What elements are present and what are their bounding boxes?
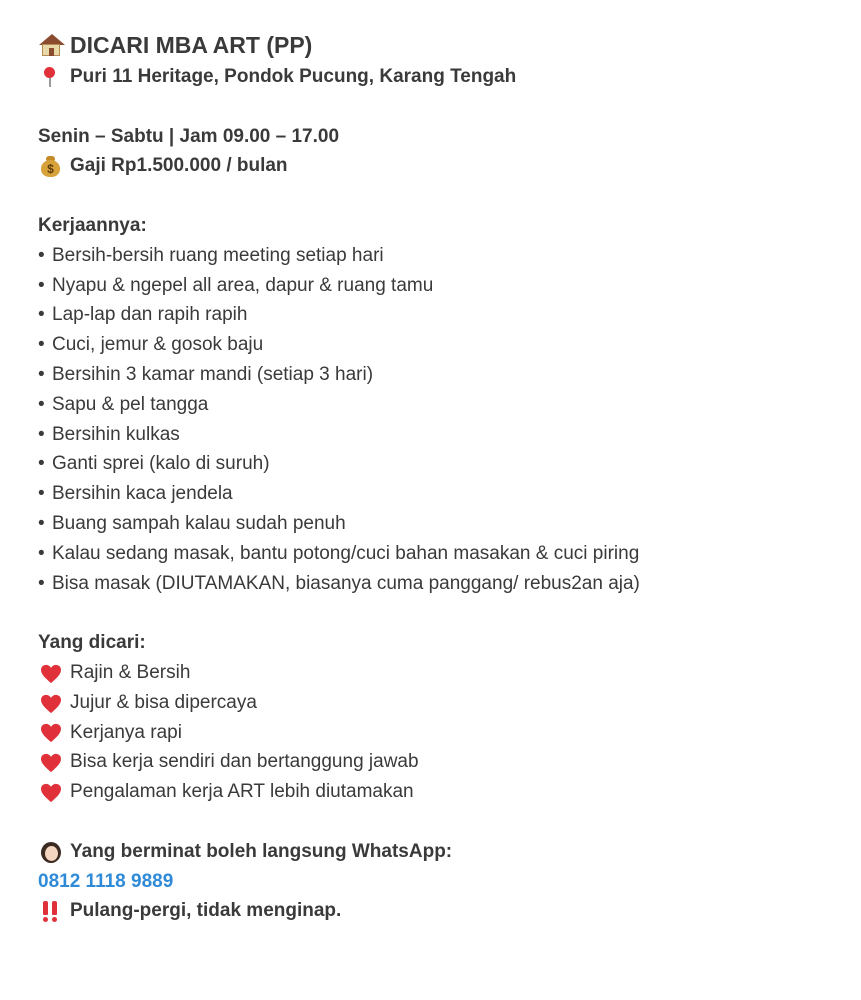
requirements-list [38,658,861,807]
requirement-text: Kerjanya rapi [70,721,182,743]
duty-text: Bersih-bersih ruang meeting setiap hari [52,244,384,266]
list-item [38,241,861,271]
bullet: • [38,542,45,564]
list-item [38,539,861,569]
duties-heading [38,211,861,241]
duty-text: Sapu & pel tangga [52,393,209,415]
contact-prompt-row [38,837,861,867]
requirement-text: Bisa kerja sendiri dan bertanggung jawab [70,751,419,773]
red-heart-icon [38,721,64,743]
note-text: Pulang-pergi, tidak menginap. [70,900,342,922]
title-row [38,28,861,62]
list-item [38,658,861,688]
contact-prompt-text: Yang berminat boleh langsung WhatsApp: [70,840,453,862]
list-item [38,479,861,509]
double-exclamation-icon [38,900,64,922]
duty-text: Bersihin kulkas [52,423,180,445]
list-item [38,569,861,599]
requirement-text: Pengalaman kerja ART lebih diutamakan [70,781,414,803]
duty-text: Nyapu & ngepel all area, dapur & ruang tamu [52,274,434,296]
location-row [38,62,861,92]
red-heart-icon [38,662,64,684]
bullet: • [38,244,45,266]
list-item [38,300,861,330]
house-icon [38,34,64,56]
duties-list [38,241,861,599]
list-item [38,777,861,807]
list-item [38,330,861,360]
round-pushpin-icon [38,66,64,88]
requirement-text: Jujur & bisa dipercaya [70,691,257,713]
bullet: • [38,393,45,415]
red-heart-icon [38,692,64,714]
list-item [38,747,861,777]
bullet: • [38,453,45,475]
duty-text: Bersihin 3 kamar mandi (setiap 3 hari) [52,363,374,385]
duty-text: Bisa masak (DIUTAMAKAN, biasanya cuma panggang/ rebus2an aja) [52,572,640,594]
bullet: • [38,483,45,505]
list-item [38,509,861,539]
list-item [38,420,861,450]
list-item [38,360,861,390]
location-text: Puri 11 Heritage, Pondok Pucung, Karang Tengah [70,66,517,87]
requirement-text: Rajin & Bersih [70,661,191,683]
red-heart-icon [38,751,64,773]
duty-text: Ganti sprei (kalo di suruh) [52,453,270,475]
bullet: • [38,274,45,296]
schedule-text: Senin – Sabtu | Jam 09.00 – 17.00 [38,125,340,147]
bullet: • [38,572,45,594]
salary-row [38,151,861,181]
bullet: • [38,423,45,445]
list-item [38,449,861,479]
bullet: • [38,512,45,534]
salary-text: Gaji Rp1.500.000 / bulan [70,155,288,177]
list-item [38,390,861,420]
duty-text: Cuci, jemur & gosok baju [52,334,264,356]
woman-icon [38,841,64,863]
phone-link[interactable]: 0812 1118 9889 [38,870,174,892]
phone-row [38,867,861,897]
duties-heading-text: Kerjaannya: [38,214,147,236]
money-bag-icon: $ [38,155,64,177]
list-item [38,718,861,748]
bullet: • [38,363,45,385]
duty-text: Bersihin kaca jendela [52,483,233,505]
schedule-row [38,122,861,152]
duty-text: Lap-lap dan rapih rapih [52,304,248,326]
note-row [38,896,861,926]
requirements-heading [38,628,861,658]
duty-text: Buang sampah kalau sudah penuh [52,512,346,534]
list-item [38,688,861,718]
list-item [38,271,861,301]
bullet: • [38,334,45,356]
red-heart-icon [38,781,64,803]
requirements-heading-text: Yang dicari: [38,632,146,654]
bullet: • [38,304,45,326]
duty-text: Kalau sedang masak, bantu potong/cuci bahan masakan & cuci piring [52,542,640,564]
page-title: DICARI MBA ART (PP) [70,32,313,58]
